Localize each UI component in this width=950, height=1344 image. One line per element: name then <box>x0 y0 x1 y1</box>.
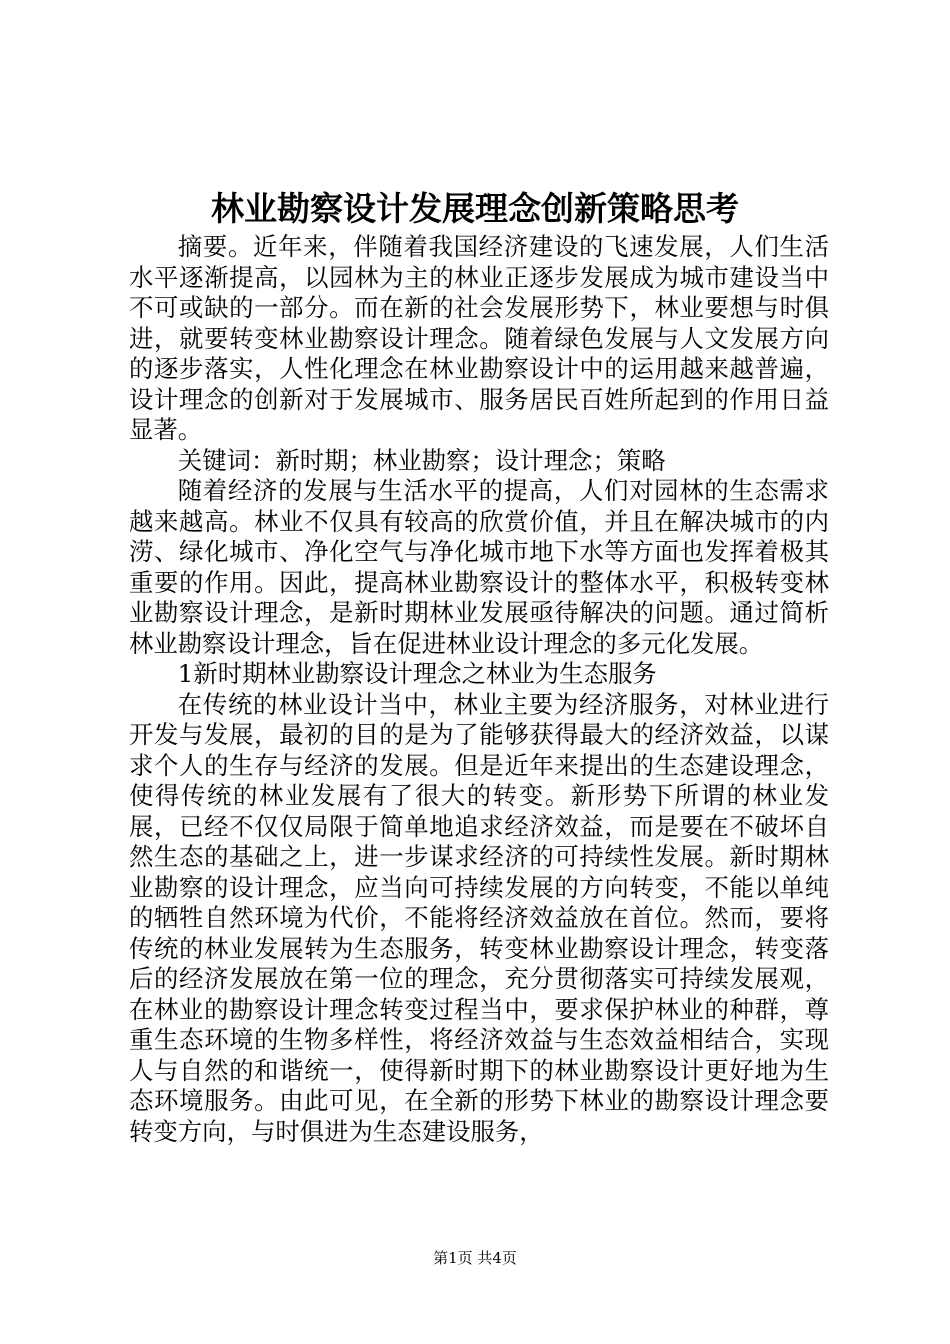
keywords-paragraph: 关键词：新时期；林业勘察；设计理念；策略 <box>177 445 666 475</box>
abstract-paragraph: 摘要。近年来，伴随着我国经济建设的飞速发展，人们生活水平逐渐提高，以园林为主的林业正逐步发展成为城市建设当中不可或缺的一部分。而在新的社会发展形势下，林业要想与时俱进，就要转变林业勘察设计理念。随着绿色发展与人文发展方向的逐步落实，人性化理念在林业勘察设计中的运用越来越普遍，设计理念的创新对于发展城市、服务居民百姓所起到的作用日益显著。 <box>129 232 829 444</box>
section-heading-1: 1新时期林业勘察设计理念之林业为生态服务 <box>177 659 657 688</box>
intro-paragraph: 随着经济的发展与生活水平的提高，人们对园林的生态需求越来越高。林业不仅具有较高的欣赏价值，并且在解决城市的内涝、绿化城市、净化空气与净化城市地下水等方面也发挥着极其重要的作用。因此，提高林业勘察设计的整体水平，积极转变林业勘察设计理念，是新时期林业发展亟待解决的问题。通过简析林业勘察设计理念，旨在促进林业设计理念的多元化发展。 <box>129 476 829 658</box>
document-body <box>129 232 829 1147</box>
section-1-paragraph: 在传统的林业设计当中，林业主要为经济服务，对林业进行开发与发展，最初的目的是为了能够获得最大的经济效益，以谋求个人的生存与经济的发展。但是近年来提出的生态建设理念，使得传统的林业发展有了很大的转变。新形势下所谓的林业发展，已经不仅仅局限于简单地追求经济效益，而是要在不破坏自然生态的基础之上，进一步谋求经济的可持续性发展。新时期林业勘察的设计理念，应当向可持续发展的方向转变，不能以单纯的牺牲自然环境为代价，不能将经济效益放在首位。然而，要将传统的林业发展转为生态服务，转变林业勘察设计理念，转变落后的经济发展放在第一位的理念，充分贯彻落实可持续发展观，在林业的勘察设计理念转变过程当中，要求保护林业的种群，尊重生态环境的生物多样性，将经济效益与生态效益相结合，实现人与自然的和谐统一，使得新时期下的林业勘察设计更好地为生态环境服务。由此可见，在全新的形势下林业的勘察设计理念要转变方向，与时俱进为生态建设服务， <box>129 689 829 1146</box>
document-title: 林业勘察设计发展理念创新策略思考 <box>211 189 739 228</box>
page-number-footer: 第1页 共4页 <box>433 1249 517 1267</box>
